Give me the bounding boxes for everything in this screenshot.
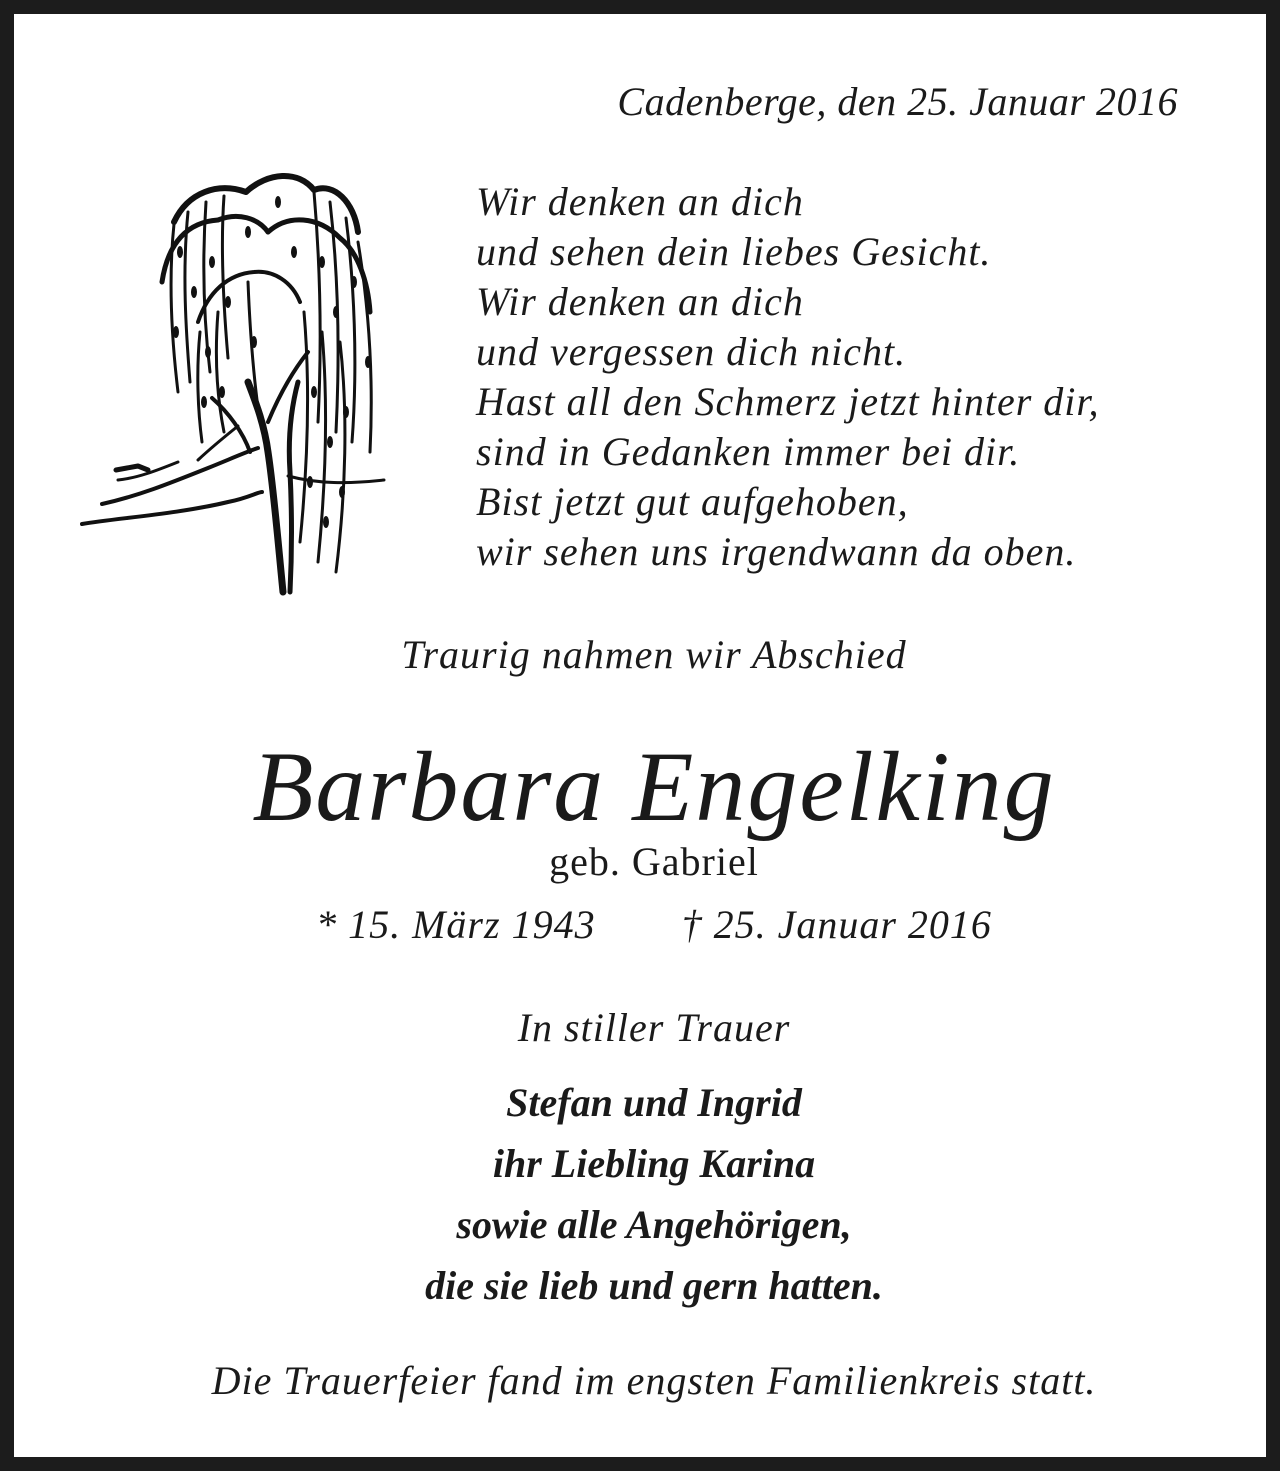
mourning-line: In stiller Trauer bbox=[517, 1005, 791, 1050]
family-line: Stefan und Ingrid bbox=[506, 1080, 802, 1125]
poem-line: Wir denken an dich bbox=[476, 179, 804, 224]
poem-line: und sehen dein liebes Gesicht. bbox=[476, 229, 992, 274]
place-date: Cadenberge, den 25. Januar 2016 bbox=[617, 79, 1178, 124]
funeral-note: Die Trauerfeier fand im engsten Familienkreis statt. bbox=[211, 1358, 1097, 1403]
poem-line: Bist jetzt gut aufgehoben, bbox=[476, 479, 909, 524]
family-line: sowie alle Angehörigen, bbox=[456, 1202, 852, 1247]
poem-line: Hast all den Schmerz jetzt hinter dir, bbox=[476, 379, 1100, 424]
poem-line: Wir denken an dich bbox=[476, 279, 804, 324]
family-line: ihr Liebling Karina bbox=[492, 1141, 816, 1186]
deceased-name: Barbara Engelking bbox=[252, 731, 1056, 842]
poem-line: sind in Gedanken immer bei dir. bbox=[476, 429, 1021, 474]
life-dates bbox=[14, 901, 1280, 948]
family-line: die sie lieb und gern hatten. bbox=[425, 1263, 883, 1308]
farewell-line: Traurig nahmen wir Abschied bbox=[401, 632, 907, 677]
poem bbox=[476, 177, 1100, 577]
poem-line: und vergessen dich nicht. bbox=[476, 329, 907, 374]
maiden-name: geb. Gabriel bbox=[549, 839, 759, 884]
death-date: † 25. Januar 2016 bbox=[681, 902, 992, 947]
birth-date: * 15. März 1943 bbox=[316, 902, 596, 947]
poem-line: wir sehen uns irgendwann da oben. bbox=[476, 529, 1077, 574]
family-signature bbox=[14, 1072, 1280, 1316]
weeping-willow-icon bbox=[78, 162, 398, 602]
